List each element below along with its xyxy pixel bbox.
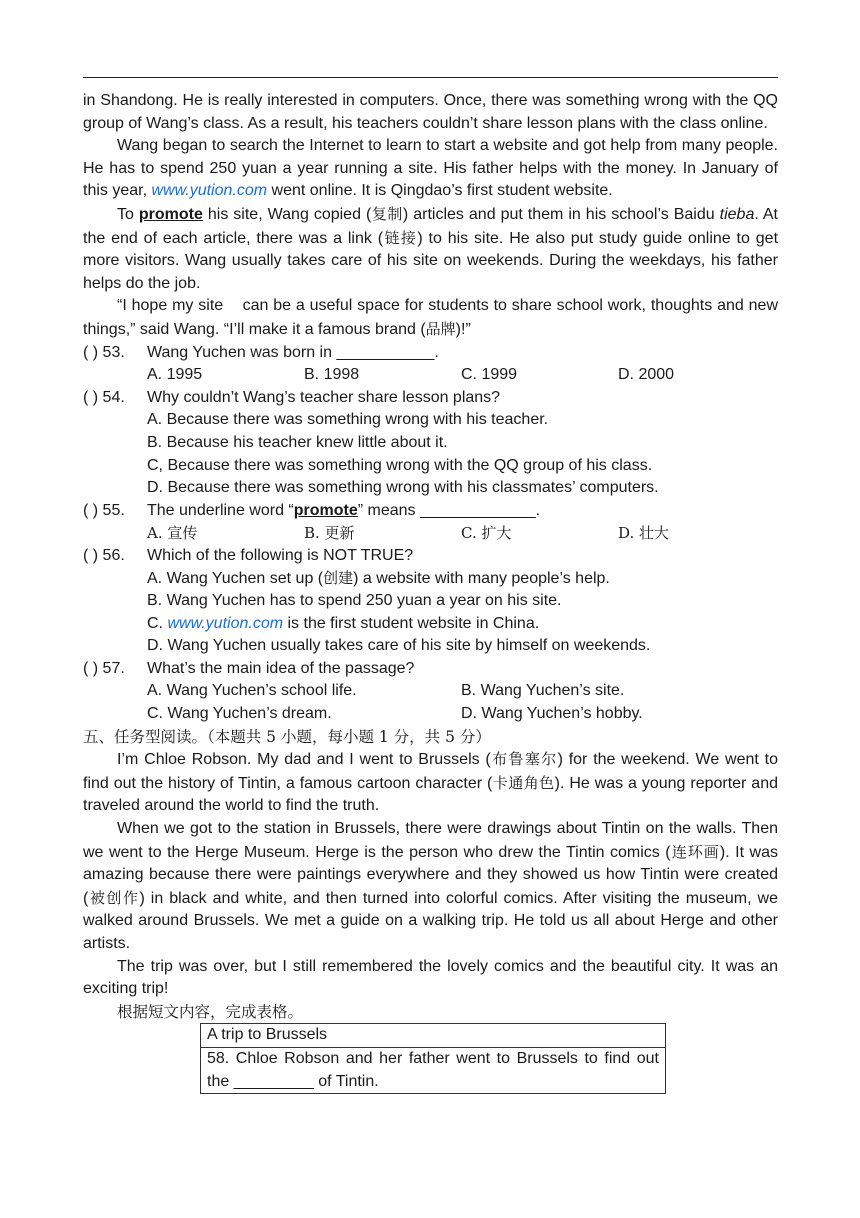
passage1-paragraph-2: Wang began to search the Internet to learn to start a website and got help from many people. He has to spend 250 yuan a year running a site. His father helps with the money. In January of this year, www.yution.com went online. It is Qingdao’s first student website. xyxy=(83,137,778,200)
option-a: A. 1995 xyxy=(147,366,203,384)
question-57-options-row2 xyxy=(83,703,778,726)
question-number: ( ) 53. xyxy=(83,343,125,361)
option-b: B. 1998 xyxy=(304,366,360,384)
section-5-heading: 五、任务型阅读。（本题共 5 小题，每小题 1 分，共 5 分） xyxy=(83,727,491,746)
passage2-paragraph-1: I’m Chloe Robson. My dad and I went to Brussels (布鲁塞尔) for the weekend. We went to find out the history of Tintin, a famous cartoon character (卡通角色). He was a young reporter and traveled around the world to find the truth. xyxy=(83,750,778,815)
question-number: ( ) 54. xyxy=(83,388,125,406)
option-b: B. Wang Yuchen’s site. xyxy=(461,682,625,700)
question-number: ( ) 55. xyxy=(83,501,125,519)
question-54 xyxy=(83,387,778,410)
passage1-paragraph-3: To promote his site, Wang copied (复制) articles and put them in his school’s Baidu tieba. At the end of each article, there was a link (链接) to his site. He also put study guide online to get more visitors. Wang usually takes care of his site on weekends. During the weekdays, his father helps do the job. xyxy=(83,204,779,292)
question-57 xyxy=(83,658,778,681)
option-d: D. 壮大 xyxy=(618,524,670,543)
table-instruction: 根据短文内容，完成表格。 xyxy=(117,1002,304,1021)
question-53-options xyxy=(83,364,778,387)
table-row-58: 58. Chloe Robson and her father went to Brussels to find out the _________ of Tintin. xyxy=(201,1047,666,1093)
option-a: A. Wang Yuchen set up (创建) a website with many people’s help. xyxy=(147,569,610,588)
passage1-paragraph-1: in Shandong. He is really interested in computers. Once, there was something wrong with the QQ group of Wang’s class. As a result, his teachers couldn’t share lesson plans with the class online. xyxy=(83,92,778,132)
option-d: D. Wang Yuchen usually takes care of his site by himself on weekends. xyxy=(147,637,651,655)
option-c: C. 扩大 xyxy=(461,524,512,543)
question-57-options-row1 xyxy=(83,680,778,703)
question-55 xyxy=(83,500,778,523)
header-rule xyxy=(83,77,778,78)
question-stem: The underline word “promote” means _____________. xyxy=(147,501,541,519)
option-d: D. Because there was something wrong with his classmates’ computers. xyxy=(147,479,659,497)
question-number: ( ) 56. xyxy=(83,546,125,564)
question-stem: Wang Yuchen was born in ___________. xyxy=(147,343,439,361)
promote-word: promote xyxy=(138,205,203,223)
question-53 xyxy=(83,342,778,365)
question-56 xyxy=(83,545,778,568)
question-stem: Why couldn’t Wang’s teacher share lesson plans? xyxy=(147,388,501,406)
page-content xyxy=(83,90,783,1094)
question-stem: Which of the following is NOT TRUE? xyxy=(147,546,414,564)
option-a: A. Because there was something wrong with his teacher. xyxy=(147,411,549,429)
answer-table xyxy=(200,1023,666,1094)
option-a: A. Wang Yuchen’s school life. xyxy=(147,682,357,700)
passage2-paragraph-2: When we got to the station in Brussels, there were drawings about Tintin on the walls. Then we went to the Herge Museum. Herge is the person who drew the Tintin comics (连环画). It was amazing because there were paintings everywhere and they showed us how Tintin were created (被创作) in black and white, and then turned into colorful comics. After visiting the museum, we walked around Brussels. We met a guide on a walking trip. He told us all about Herge and other artists. xyxy=(83,820,778,952)
passage2-paragraph-3: The trip was over, but I still remembered the lovely comics and the beautiful city. It was an exciting trip! xyxy=(83,957,778,998)
option-b: B. 更新 xyxy=(304,524,355,543)
option-b: B. Wang Yuchen has to spend 250 yuan a year on his site. xyxy=(147,592,562,610)
website-link[interactable]: www.yution.com xyxy=(151,182,268,200)
option-d: D. 2000 xyxy=(618,366,675,384)
question-stem: What’s the main idea of the passage? xyxy=(147,659,415,677)
question-55-options xyxy=(83,522,778,545)
option-c: C, Because there was something wrong with the QQ group of his class. xyxy=(147,456,653,474)
option-c: C. Wang Yuchen’s dream. xyxy=(147,705,332,723)
option-c: C. 1999 xyxy=(461,366,518,384)
table-title-cell: A trip to Brussels xyxy=(201,1024,666,1048)
passage1-paragraph-4: “I hope my site can be a useful space for students to share school work, thoughts and new things,” said Wang. “I’ll make it a famous brand (品牌)!” xyxy=(83,297,783,338)
option-d: D. Wang Yuchen’s hobby. xyxy=(461,705,643,723)
option-c: C. www.yution.com is the first student website in China. xyxy=(147,614,540,632)
question-number: ( ) 57. xyxy=(83,659,125,677)
website-link[interactable]: www.yution.com xyxy=(167,614,284,632)
option-a: A. 宣传 xyxy=(147,524,198,543)
option-b: B. Because his teacher knew little about it. xyxy=(147,433,448,451)
